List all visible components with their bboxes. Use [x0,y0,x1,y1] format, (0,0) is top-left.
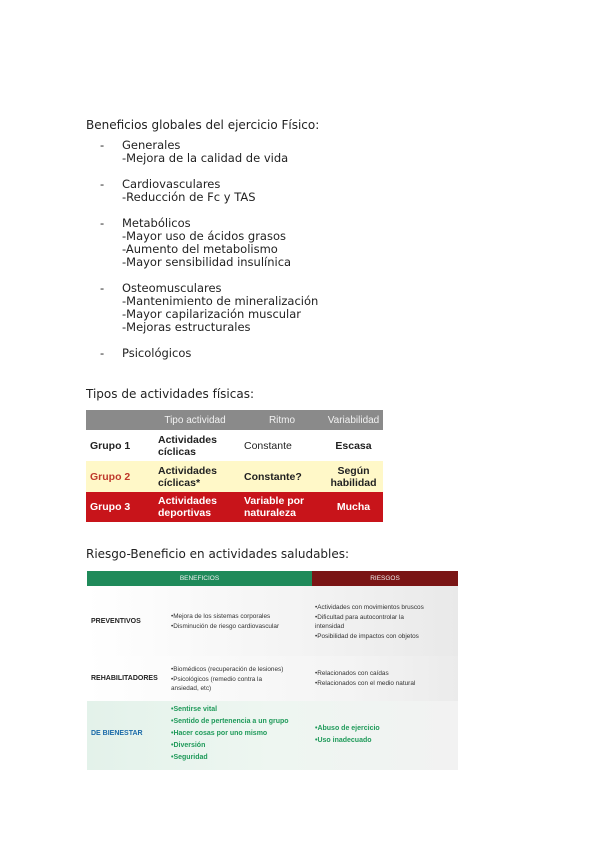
risks-column-header: RIESGOS [312,571,458,586]
list-item-psicologicos: - Psicológicos [100,346,192,360]
row-label: PREVENTIVOS [91,618,141,625]
table-row [87,656,458,701]
table-row [87,586,458,656]
table-row: Grupo 2 Actividades cíclicas* Constante? Según habilidad [86,461,383,492]
benefits-column-header: BENEFICIOS [87,571,312,586]
benefits-list [100,139,400,373]
benefits-heading: Beneficios globales del ejercicio Físico: [86,118,320,132]
list-item-osteomusculares: - Osteomusculares -Mantenimiento de mineralización -Mayor capilarización muscular -Mejoras estructurales [100,281,319,334]
table-row [87,701,458,770]
risks-cell: •Actividades con movimientos bruscos •Dificultad para autocontrolar la intensidad •Posibilidad de impactos con objetos [315,604,424,640]
risk-benefit-table [87,571,458,770]
activity-types-table [86,410,383,522]
list-item-generales: - Generales -Mejora de la calidad de vida [100,138,289,165]
benefits-cell: •Mejora de los sistemas corporales •Disminución de riesgo cardiovascular [171,613,280,630]
row-label: REHABILITADORES [91,675,158,682]
table-row: Grupo 1 Actividades cíclicas Constante Escasa [86,430,383,461]
risk-benefit-heading: Riesgo-Beneficio en actividades saludables: [86,547,350,561]
list-item-cardiovasculares: - Cardiovasculares -Reducción de Fc y TAS [100,177,256,204]
risks-cell: •Abuso de ejercicio •Uso inadecuado [315,725,380,744]
list-item-metabolicos: - Metabólicos -Mayor uso de ácidos grasos -Aumento del metabolismo -Mayor sensibilidad insulínica [100,216,292,269]
activity-types-heading: Tipos de actividades físicas: [86,387,254,401]
benefits-cell: •Sentirse vital •Sentido de pertenencia a un grupo •Hacer cosas por uno mismo •Diversión •Seguridad [171,706,289,761]
row-label: DE BIENESTAR [91,730,143,737]
table-header-row: Tipo actividad Ritmo Variabilidad [86,410,383,430]
table-row: Grupo 3 Actividades deportivas Variable por naturaleza Mucha [86,492,383,522]
benefits-cell: •Biomédicos (recuperación de lesiones) •Psicológicos (remedio contra la ansiedad, etc) [171,666,284,692]
risks-cell: •Relacionados con caídas •Relacionados con el medio natural [315,670,416,687]
